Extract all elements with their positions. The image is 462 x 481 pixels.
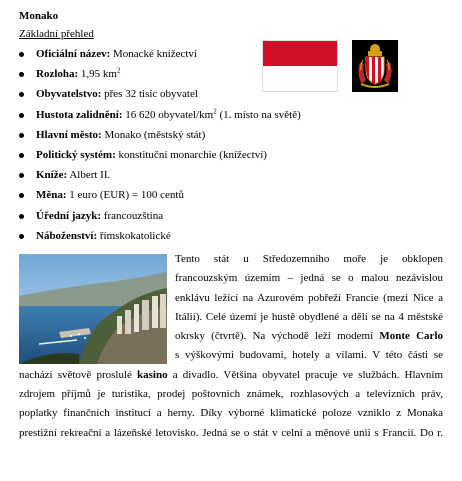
fact-density <box>19 105 301 125</box>
text-line: Tento stát u Středozemního moře je obklopen <box>175 253 443 265</box>
coat-of-arms-icon <box>352 40 398 92</box>
fact-key: Hustota zalidnění: <box>36 108 123 121</box>
text-line: s výškovými budovami, hotely a vilami. V této části se <box>175 349 443 362</box>
text-line: enklávu ležící na Azurovém pobřeží Francie (mezi Nice a <box>175 291 443 304</box>
fact-value-2: (1. místo na světě) <box>216 108 301 121</box>
fact-value: 16 620 obyvatel/km <box>122 108 214 121</box>
fact-value: 1,95 km <box>78 68 117 81</box>
fact-language <box>19 206 301 226</box>
text-line: prestižní rekreační a lázeňské letovisko. Jedná se o stát v celní a měnové unii s Francií. Do r. <box>19 426 443 439</box>
fact-capital <box>19 125 301 145</box>
fact-value: Monacké knížectví <box>110 48 197 60</box>
flag-red-stripe <box>263 41 337 66</box>
text-span: nachází světově proslulé <box>19 368 132 381</box>
fact-key: Měna: <box>36 189 67 202</box>
page-title: Monako <box>19 10 59 22</box>
fact-value: přes 32 tisíc obyvatel <box>101 88 198 101</box>
fact-area <box>19 64 301 84</box>
fact-key: Náboženství: <box>36 229 98 242</box>
facts-list <box>19 44 301 246</box>
text-line <box>19 366 443 385</box>
text-line <box>175 327 443 346</box>
fact-political-system <box>19 145 301 165</box>
fact-key: Rozloha: <box>36 68 79 81</box>
fact-value: Monako (městský stát) <box>101 128 206 141</box>
fact-key: Politický systém: <box>36 148 116 161</box>
kasino-bold: kasino <box>137 368 168 381</box>
fact-value: římskokatolické <box>97 229 171 242</box>
fact-value: francouzština <box>101 209 164 222</box>
text-line: Itálií). Celé území je hustě obydlené a dělí se na 4 městské <box>175 310 443 323</box>
description-paragraph <box>19 250 443 443</box>
text-line: francouzským územím – jedná se o malou nezávislou <box>175 272 443 285</box>
monaco-flag-image <box>262 40 338 92</box>
fact-currency <box>19 185 301 205</box>
text-line: zdrojem příjmů je turistika, prodej poštovních známek, rozhlasových a televizních práv, <box>19 388 443 401</box>
text-span: a divadlo. Většina obyvatel pracuje ve službách. Hlavním <box>172 368 444 381</box>
fact-sup: 2 <box>213 106 217 115</box>
fact-official-name <box>19 44 301 64</box>
fact-population <box>19 84 301 104</box>
fact-key: Oficiální název: <box>36 48 111 60</box>
flag-white-stripe <box>263 66 337 91</box>
fact-prince <box>19 165 301 185</box>
text-span: okrsky (čtvrtě). Na východě leží modemí <box>175 330 374 343</box>
fact-value: 1 euro (EUR) = 100 centů <box>66 189 184 202</box>
text-line: poplatky finančních institucí a herny. Díky výborné klimatické poloze vzniklo z Monaka <box>19 407 443 420</box>
fact-value: konstituční monarchie (knížectví) <box>115 148 267 161</box>
fact-key: Kníže: <box>36 169 68 182</box>
monte-carlo-bold: Monte Carlo <box>379 330 443 343</box>
fact-key: Hlavní město: <box>36 128 102 141</box>
fact-value: Albert II. <box>67 169 111 182</box>
section-subtitle: Základní přehled <box>19 28 94 40</box>
fact-sup: 2 <box>116 66 121 75</box>
fact-key: Úřední jazyk: <box>36 209 102 222</box>
fact-key: Obyvatelstvo: <box>36 88 102 101</box>
fact-religion <box>19 226 301 246</box>
